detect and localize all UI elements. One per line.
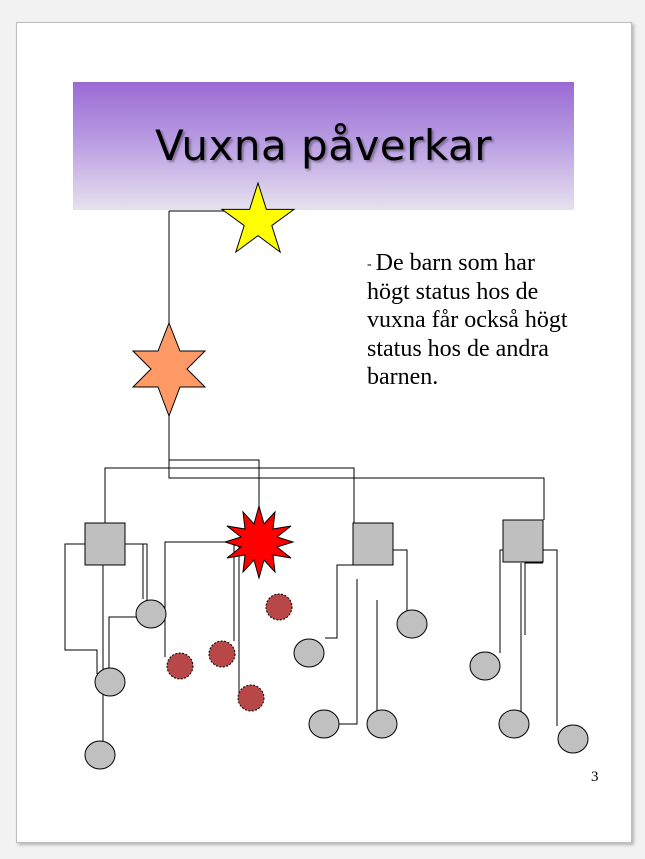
connector-line — [109, 617, 137, 670]
hierarchy-diagram — [17, 23, 631, 842]
square-node — [503, 520, 543, 562]
connector-line — [325, 565, 353, 638]
connector-line — [339, 579, 357, 724]
connector-line — [500, 550, 513, 653]
small-burst-icon — [238, 685, 264, 711]
bullet-text: De barn som har högt status hos de vuxna får också högt status hos de andra barnen. — [367, 250, 568, 390]
circle-node — [95, 668, 125, 696]
circle-node — [499, 710, 529, 738]
orange-star-icon — [133, 323, 205, 416]
connector-line — [125, 544, 143, 599]
circle-node — [309, 710, 339, 738]
connector-line — [105, 468, 354, 523]
small-burst-icon — [167, 653, 193, 679]
yellow-star-icon — [222, 183, 294, 252]
circle-node — [367, 710, 397, 738]
connector-line — [165, 542, 227, 657]
square-node — [85, 523, 125, 565]
circle-node — [470, 652, 500, 680]
circle-node — [85, 741, 115, 769]
bullet-dash-icon: - — [367, 257, 372, 272]
circle-node — [397, 610, 427, 638]
circle-node — [136, 600, 166, 628]
connector-line — [543, 550, 557, 726]
page-number: 3 — [591, 769, 599, 785]
connector-line — [525, 563, 543, 635]
red-burst-icon — [225, 506, 293, 578]
circle-node — [294, 639, 324, 667]
slide-title: Vuxna påverkar — [154, 120, 492, 170]
small-burst-icon — [266, 594, 292, 620]
slide-page — [16, 22, 632, 843]
small-burst-icon — [209, 641, 235, 667]
square-node — [353, 523, 393, 565]
circle-node — [558, 725, 588, 753]
